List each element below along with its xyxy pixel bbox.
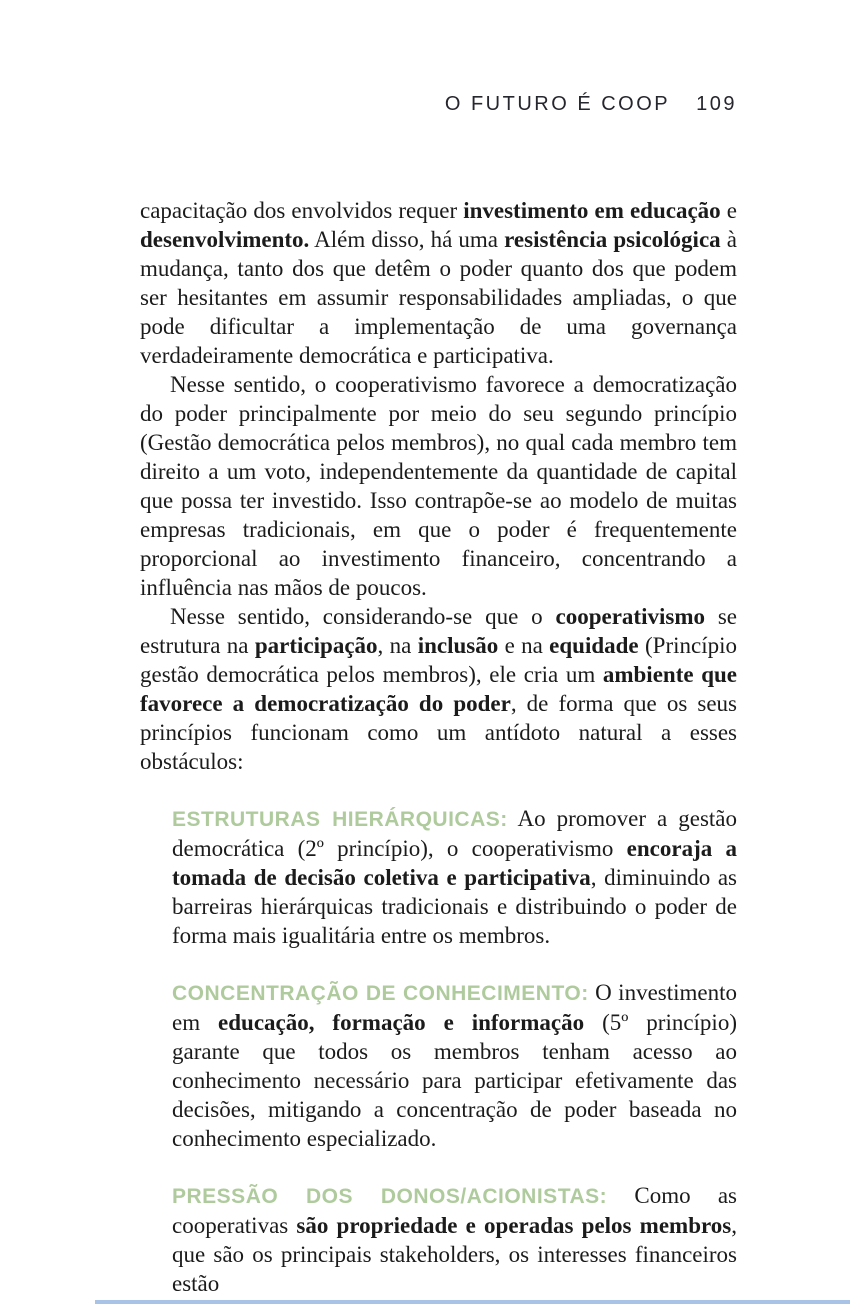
paragraph-capacitacao: capacitação dos envolvidos requer investimento em educação e desenvolvimento. Além disso, há uma resistência psicológica à mudança, tanto dos que detêm o poder quanto dos que podem ser hesitantes em assumir responsabilidades ampliadas, o que pode dificultar a implementação de uma governança verdadeiramente democrática e participativa. — [140, 198, 737, 368]
paragraph-democratizacao: Nesse sentido, o cooperativismo favorece a democratização do poder principalmente por meio do seu segundo princípio (Gestão democrática pelos membros), no qual cada membro tem direito a um voto, independentemente da quantidade de capital que possa ter investido. Isso contrapõe-se ao modelo de muitas empresas tradicionais, em que o poder é frequentemente proporcional ao investimento financeiro, concentrando a influência nas mãos de poucos. — [140, 372, 737, 600]
principle-block-concentracao-conhecimento: CONCENTRAÇÃO DE CONHECIMENTO: O investimento em educação, formação e informação (5º princípio) garante que todos os membros tenham acesso ao conhecimento necessário para participar efetivamente das decisões, mitigando a concentração de poder baseada no conhecimento especializado. — [172, 980, 737, 1151]
page-number: 109 — [696, 93, 737, 115]
running-head-title: O FUTURO É COOP — [444, 93, 671, 115]
principle-block-estruturas-hierarquicas: ESTRUTURAS HIERÁRQUICAS: Ao promover a gestão democrática (2º princípio), o cooperativismo encoraja a tomada de decisão coletiva e participativa, diminuindo as barreiras hierárquicas tradicionais e distribuindo o poder de forma mais igualitária entre os membros. — [172, 806, 738, 948]
page-header — [0, 93, 737, 116]
principle-block-pressao-donos-acionistas: PRESSÃO DOS DONOS/ACIONISTAS: Como as cooperativas são propriedade e operadas pelos membros, que são os principais stakeholders, os interesses financeiros estão — [172, 1183, 738, 1296]
footer-divider-line — [95, 1300, 850, 1304]
page-body — [140, 196, 737, 1298]
paragraph-antidoto: Nesse sentido, considerando-se que o cooperativismo se estrutura na participação, na inclusão e na equidade (Princípio gestão democrática pelos membros), ele cria um ambiente que favorece a democratização do poder, de forma que os seus princípios funcionam como um antídoto natural a esses obstáculos: — [140, 604, 738, 774]
